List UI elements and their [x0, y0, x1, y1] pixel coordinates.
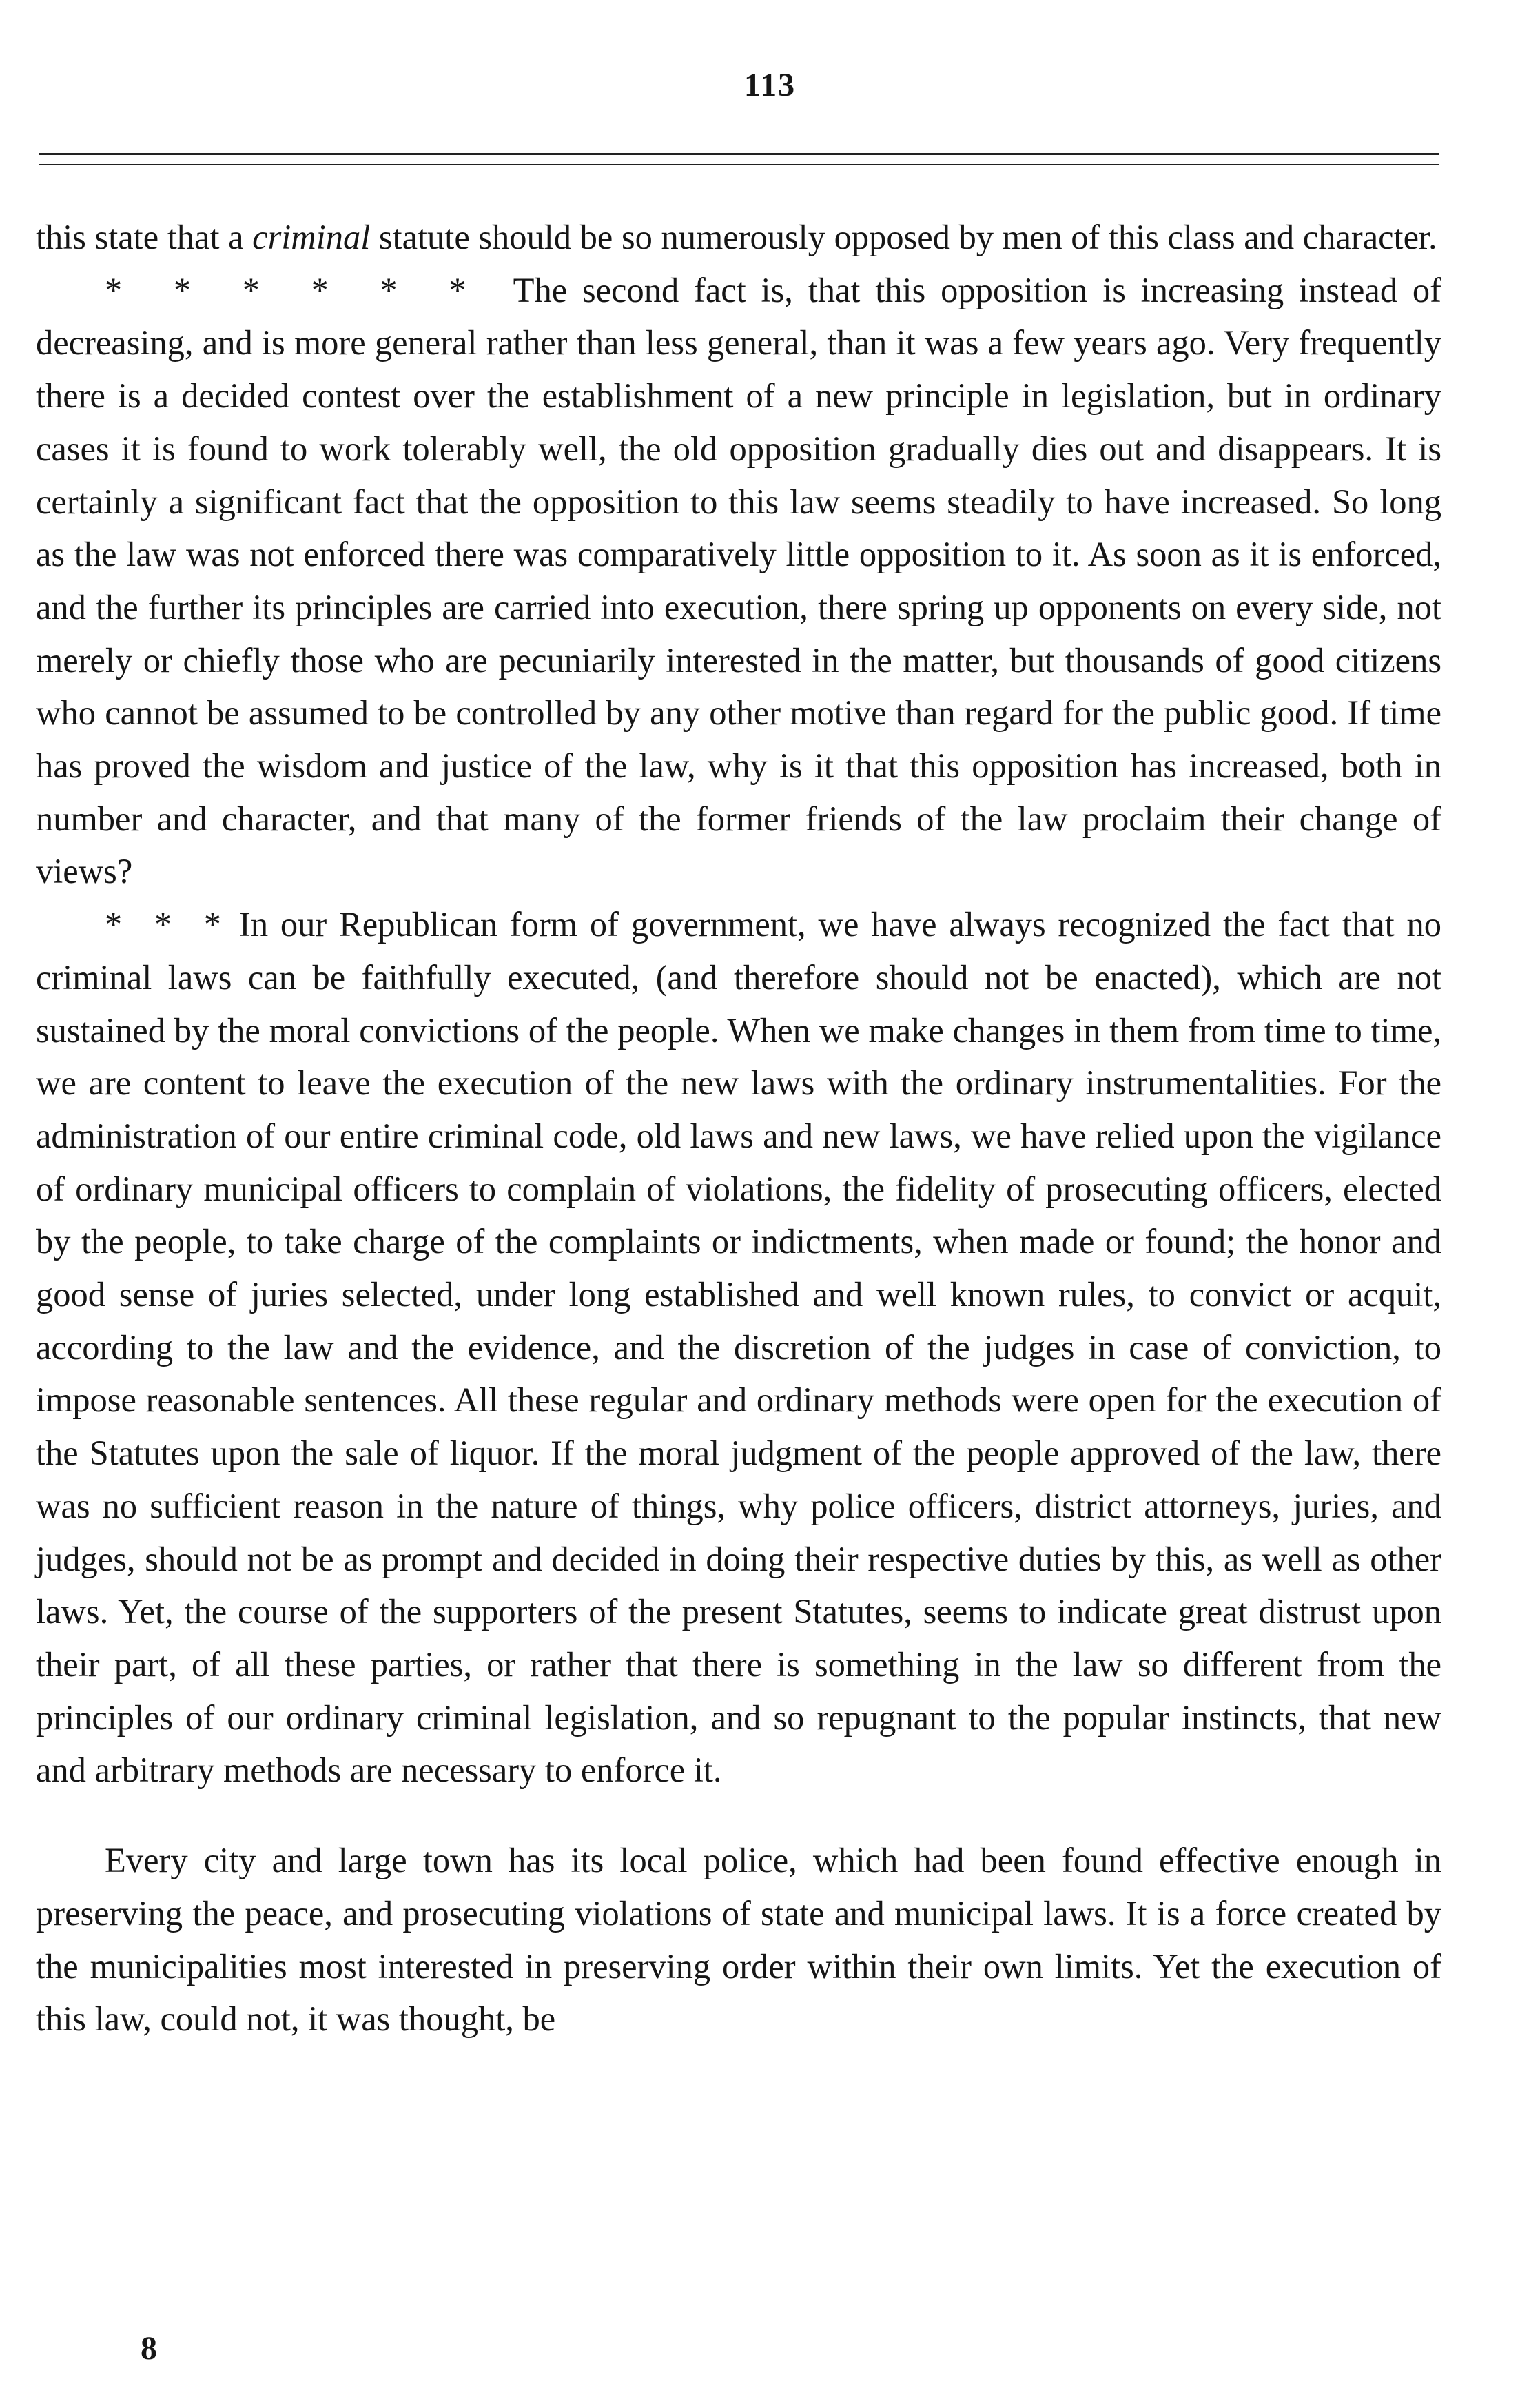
paragraph-2 — [36, 264, 1441, 898]
paragraph-1-text: statute should be so numerously opposed by men of this class and character. — [370, 218, 1437, 256]
paragraph-3-text: In our Republican form of government, we have always recognized the fact that no criminal laws can be faithfully executed, (and therefore should not be enacted), which are not sustained by the moral convictions of the people. When we make changes in them from time to time, we are content to leave the execution of the new laws with the ordinary instrumentalities. For the administration of our entire criminal code, old laws and new laws, we have relied upon the vigilance of ordinary municipal officers to complain of violations, the fidelity of prosecuting officers, elected by the people, to take charge of the complaints or indictments, when made or found; the honor and good sense of juries selected, under long established and well known rules, to convict or acquit, according to the law and the evidence, and the discretion of the judges in case of conviction, to impose reasonable sentences. All these regular and ordinary methods were open for the execution of the Statutes upon the sale of liquor. If the moral judgment of the people approved of the law, there was no sufficient reason in the nature of things, why police officers, district attorneys, juries, and judges, should not be as prompt and decided in doing their respective duties by this, as well as other laws. Yet, the course of the supporters of the present Statutes, seems to indicate great distrust upon their part, of all these parties, or rather that there is something in the law so different from the principles of our ordinary criminal legislation, and so repugnant to the popular instincts, that new and arbitrary methods are necessary to enforce it. — [36, 905, 1441, 1790]
paragraph-3 — [36, 898, 1441, 1797]
paragraph-2-text: The second fact is, that this opposition is increasing instead of decreasing, and is more general rather than less general, than it was a few years ago. Very frequently there is a decided contest over the establishment of a new principle in legislation, but in ordinary cases it is found to work tolerably well, the old opposition gradually dies out and disappears. It is certainly a significant fact that the opposition to this law seems steadily to have increased. So long as the law was not enforced there was comparatively little opposition to it. As soon as it is enforced, and the further its principles are carried into execution, there spring up opponents on every side, not merely or chiefly those who are pecuniarily interested in the matter, but thousands of good citizens who cannot be assumed to be controlled by any other motive than regard for the public good. If time has proved the wisdom and justice of the law, why is it that this opposition has increased, both in number and character, and that many of the former friends of the law proclaim their change of views? — [36, 270, 1441, 891]
asterisk-break: * * * — [105, 905, 221, 944]
paragraph-4 — [36, 1834, 1441, 2046]
body-text — [36, 211, 1441, 2046]
page-number: 113 — [743, 67, 797, 103]
paragraph-1-pre: this state that a — [36, 218, 253, 256]
asterisk-break: * * * * * * — [105, 270, 466, 309]
header-rule-bottom — [39, 164, 1439, 165]
emphasis-criminal: criminal — [252, 218, 371, 256]
paragraph-1 — [36, 211, 1441, 264]
paragraph-4-text: Every city and large town has its local police, which had been found effective enough in preserving the peace, and prosecuting violations of state and municipal laws. It is a force created by the municipalities most interested in preserving order within their own limits. Yet the execution of this law, could not, it was thought, be — [36, 1841, 1441, 2039]
signature-mark: 8 — [141, 2330, 157, 2367]
header-rule-top — [39, 153, 1439, 155]
